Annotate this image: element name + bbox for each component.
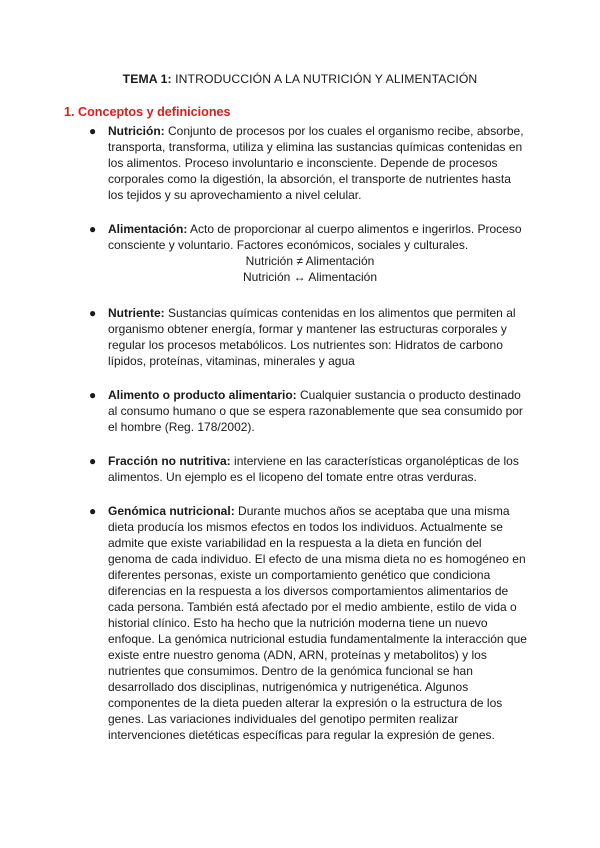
- equation-bidirectional: Nutrición ↔ Alimentación: [242, 270, 378, 284]
- term-label: Genómica nutricional:: [108, 504, 235, 518]
- definition-text: Sustancias químicas contenidas en los alimentos que permiten al organismo obtener energía, formar y mantener las estructuras corporales y regular los procesos metabólicos. Los nutrientes son: Hidratos de carbono lípidos, proteínas, vitaminas, minerales y agua: [108, 306, 516, 368]
- list-item-nutriente: [89, 305, 528, 369]
- term-label: Fracción no nutritiva:: [108, 454, 231, 468]
- definition-text: Acto de proporcionar al cuerpo alimentos e ingerirlos. Proceso consciente y voluntario. Factores económicos, sociales y culturales.: [108, 222, 522, 252]
- section-heading: 1. Conceptos y definiciones: [64, 105, 231, 119]
- list-item-fraccion-no-nutritiva: [89, 453, 528, 485]
- bullet-icon: ●: [89, 388, 97, 402]
- list-item-nutricion: [89, 123, 528, 203]
- page-title: [0, 72, 600, 86]
- bullet-icon: ●: [89, 124, 97, 138]
- definition-text: Durante muchos años se aceptaba que una misma dieta producía los mismos efectos en todos los individuos. Actualmente se admite que existe variabilidad en la respuesta a la dieta en función del genoma de cada individuo. El efecto de una misma dieta no es homogéneo en diferentes personas, existe un comportamiento genético que condiciona diferencias en la respuesta a los diversos comportamientos alimentarios de cada persona. También está afectado por el medio ambiente, estilo de vida o historial clínico. Esto ha hecho que la nutrición moderna tiene un nuevo enfoque. La genómica nutricional estudia fundamentalmente la interacción que existe entre nuestro genoma (ADN, ARN, proteínas y metabolitos) y los nutrientes que consumimos. Dentro de la genómica funcional se han desarrollado dos disciplinas, nutrigenómica y nutrigenética. Algunos componentes de la dieta pueden alterar la expresión o la estructura de los genes. Las variaciones individuales del genotipo permiten realizar intervenciones dietéticas específicas para regular la expresión de genes.: [108, 504, 527, 742]
- title-text: INTRODUCCIÓN A LA NUTRICIÓN Y ALIMENTACIÓN: [171, 72, 478, 86]
- title-prefix: TEMA 1:: [122, 72, 172, 86]
- equation-not-equal: Nutrición ≠ Alimentación: [245, 254, 375, 268]
- list-item-alimento: [89, 387, 528, 435]
- term-label: Nutrición:: [108, 124, 165, 138]
- bullet-icon: ●: [89, 454, 97, 468]
- definition-text: Conjunto de procesos por los cuales el organismo recibe, absorbe, transporta, transforma, utiliza y elimina las sustancias químicas contenidas en los alimentos. Proceso involuntario e inconsciente. Depende de procesos corporales como la digestión, la absorción, el transporte de nutrientes hasta los tejidos y su aprovechamiento a nivel celular.: [108, 124, 524, 202]
- term-label: Nutriente:: [108, 306, 165, 320]
- term-label: Alimento o producto alimentario:: [108, 388, 297, 402]
- bullet-icon: ●: [89, 306, 97, 320]
- bullet-icon: ●: [89, 222, 97, 236]
- definition-text: Cualquier sustancia o producto destinado al consumo humano o que se espera razonablemente que sea consumido por el hombre (Reg. 178/2002).: [108, 388, 523, 434]
- definition-text: interviene en las características organolépticas de los alimentos. Un ejemplo es el licopeno del tomate entre otras verduras.: [108, 454, 519, 484]
- list-item-genomica-nutricional: [89, 503, 528, 743]
- term-label: Alimentación:: [108, 222, 188, 236]
- list-item-alimentacion: [89, 221, 528, 253]
- bullet-icon: ●: [89, 504, 97, 518]
